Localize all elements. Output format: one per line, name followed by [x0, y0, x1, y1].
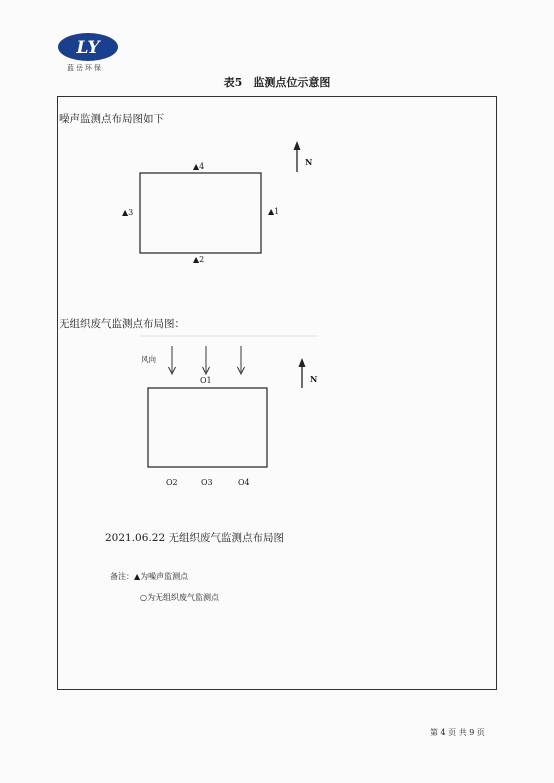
company-name: 蓝岳环保: [67, 64, 103, 72]
legend-noise: ▲为噪声监测点: [134, 572, 189, 581]
legend-prefix: 备注：: [110, 572, 134, 581]
noise-point-2: ▲2: [193, 255, 205, 264]
exhaust-caption: 2021.06.22 无组织废气监测点布局图: [105, 532, 284, 544]
exhaust-point-1: O1: [200, 376, 212, 385]
noise-point-3: ▲3: [122, 208, 134, 217]
page-number: 第 4 页 共 9 页: [430, 728, 485, 737]
legend-exhaust: ○为无组织废气监测点: [140, 593, 219, 602]
exhaust-heading: 无组织废气监测点布局图：: [59, 318, 185, 330]
noise-point-4: ▲4: [193, 162, 205, 171]
page-title: 表5 监测点位示意图: [223, 76, 331, 89]
north-arrow-head-1: [294, 141, 301, 150]
noise-site-boundary: [140, 173, 261, 253]
exhaust-point-2: O2: [166, 478, 178, 487]
north-label-1: N: [305, 157, 313, 167]
exhaust-point-3: O3: [201, 478, 213, 487]
wind-direction-label: 风向: [141, 355, 156, 364]
north-arrow-head-2: [299, 358, 306, 367]
noise-point-1: ▲1: [268, 207, 280, 216]
north-label-2: N: [310, 374, 318, 384]
logo-mark: LY: [76, 38, 100, 58]
exhaust-site-boundary: [148, 388, 267, 467]
legend-line-1: [110, 571, 188, 582]
exhaust-point-4: O4: [238, 478, 250, 487]
noise-heading: 噪声监测点布局图如下: [59, 113, 164, 125]
